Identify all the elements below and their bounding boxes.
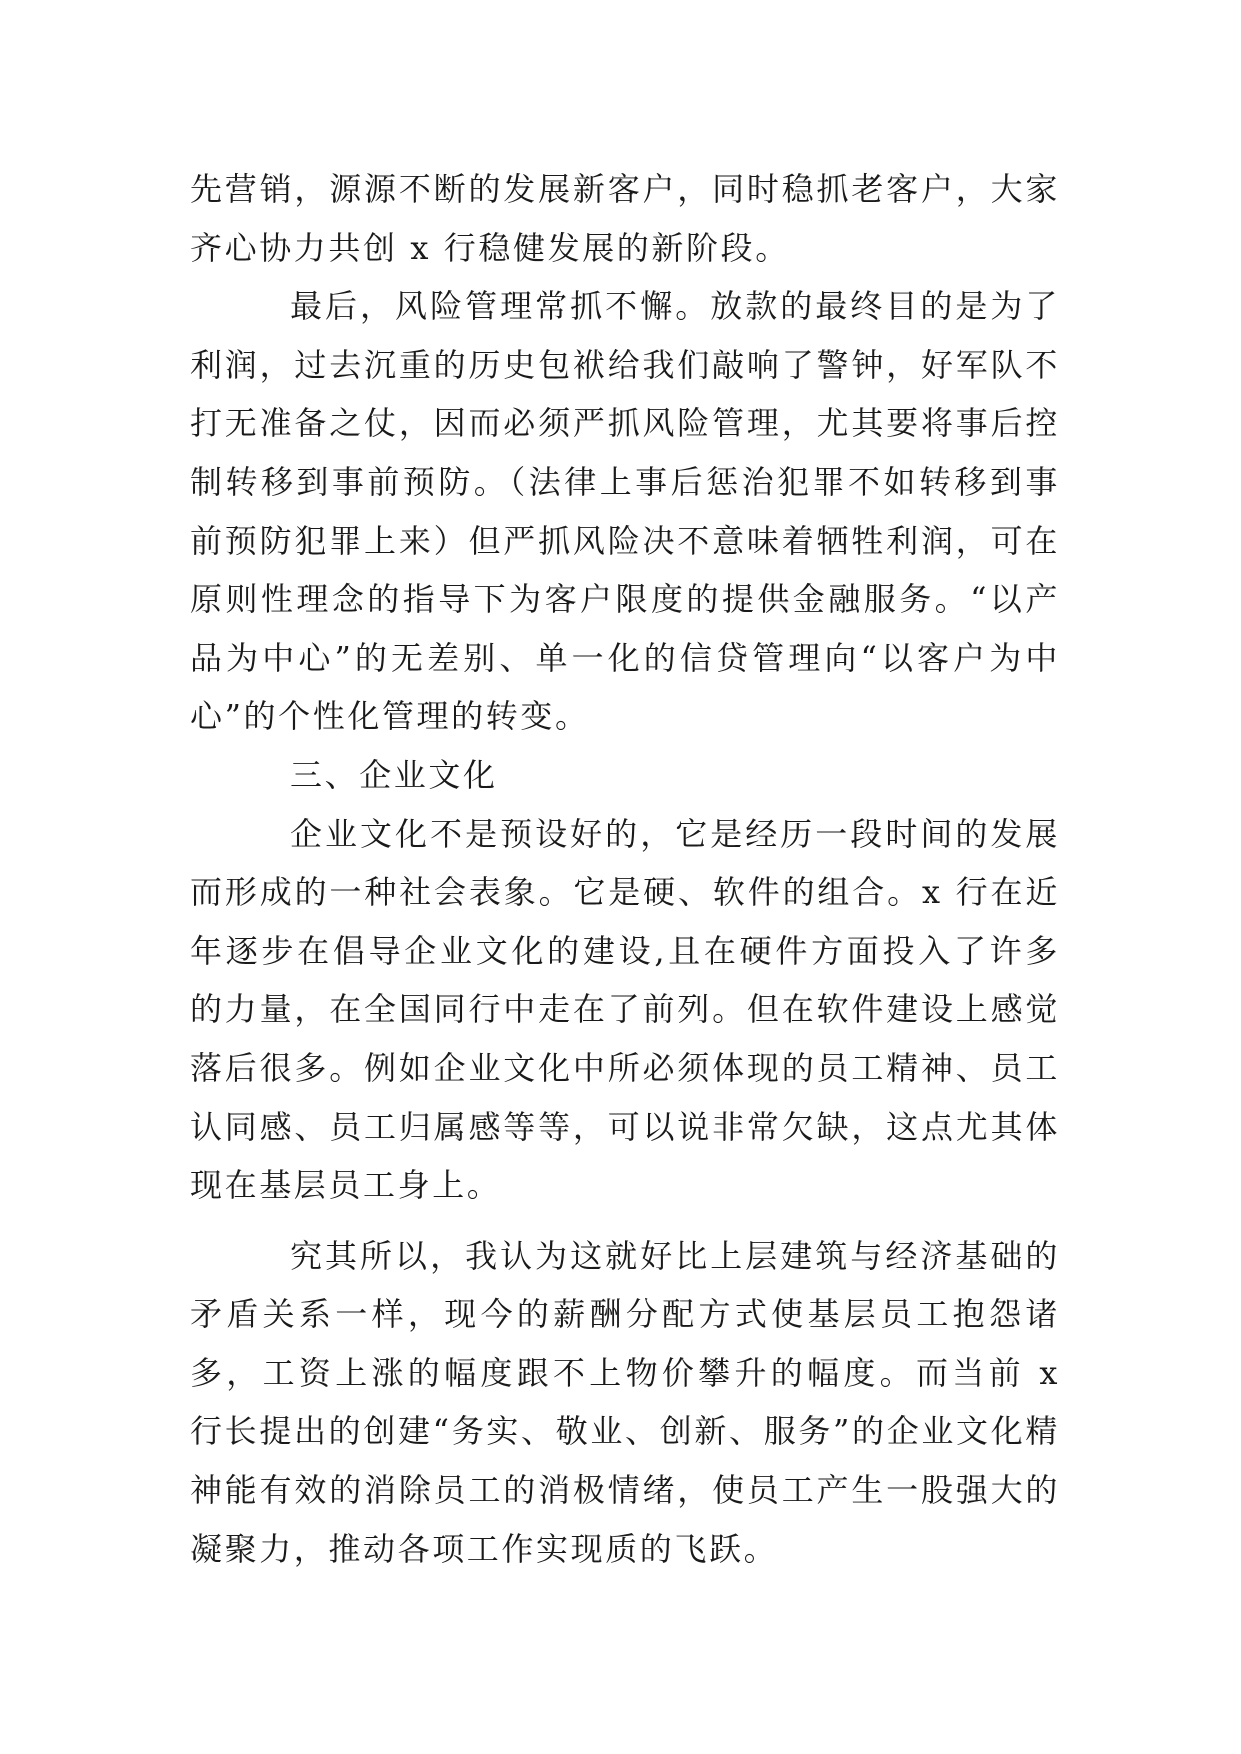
- document-body: [190, 160, 1060, 1578]
- paragraph-analysis: 究其所以，我认为这就好比上层建筑与经济基础的矛盾关系一样，现今的薪酬分配方式使基层员工抱怨诸多，工资上涨的幅度跟不上物价攀升的幅度。而当前 x 行长提出的创建“务实、敬业、创新、服务”的企业文化精神能有效的消除员工的消极情绪，使员工产生一股强大的凝聚力，推动各项工作实现质的飞跃。: [190, 1236, 1060, 1568]
- paragraph-continuation: 先营销，源源不断的发展新客户，同时稳抓老客户，大家齐心协力共创 x 行稳健发展的新阶段。: [190, 170, 1060, 267]
- paragraph-corporate-culture: 企业文化不是预设好的，它是经历一段时间的发展而形成的一种社会表象。它是硬、软件的组合。x 行在近年逐步在倡导企业文化的建设,且在硬件方面投入了许多的力量，在全国同行中走在了前列。但在软件建设上感觉落后很多。例如企业文化中所必须体现的员工精神、员工认同感、员工归属感等等，可以说非常欠缺，这点尤其体现在基层员工身上。: [190, 814, 1060, 1205]
- paragraph-risk-management: 最后，风险管理常抓不懈。放款的最终目的是为了利润，过去沉重的历史包袱给我们敲响了警钟，好军队不打无准备之仗，因而必须严抓风险管理，尤其要将事后控制转移到事前预防。（法律上事后惩治犯罪不如转移到事前预防犯罪上来）但严抓风险决不意味着牺牲利润，可在原则性理念的指导下为客户限度的提供金融服务。“以产品为中心”的无差别、单一化的信贷管理向“以客户为中心”的个性化管理的转变。: [190, 287, 1060, 736]
- section-heading-corporate-culture: 三、企业文化: [290, 755, 498, 794]
